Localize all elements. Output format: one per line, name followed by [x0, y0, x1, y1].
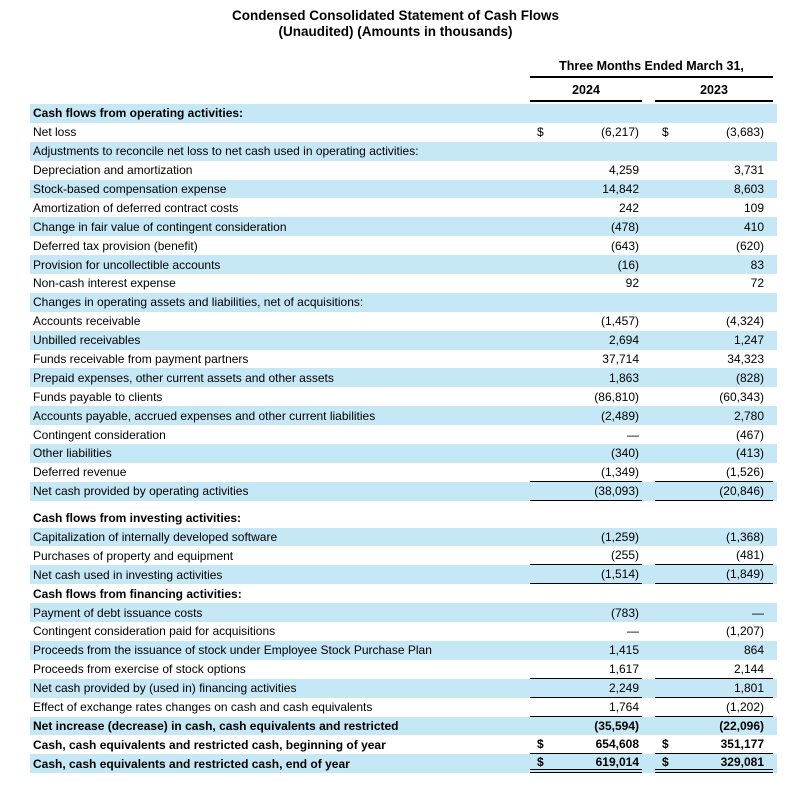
value-2024: —: [627, 624, 639, 639]
row-label: Non-cash interest expense: [33, 276, 176, 291]
value-cell-2024: [530, 293, 642, 312]
value-2024: 4,259: [608, 163, 639, 178]
row-label: Changes in operating assets and liabilities, net of acquisitions:: [33, 295, 364, 310]
value-cell-2024: [530, 584, 642, 603]
value-2023: (1,207): [725, 624, 764, 639]
row-label: Adjustments to reconcile net loss to net cash used in operating activities:: [33, 144, 419, 159]
value-cell-2023: [655, 293, 773, 312]
currency-symbol: $: [662, 125, 669, 140]
value-cell-2024: [530, 368, 642, 387]
row-label: Proceeds from exercise of stock options: [33, 662, 246, 677]
table-row: [30, 142, 777, 161]
value-cell-2023: [655, 603, 773, 622]
value-2023: 329,081: [720, 754, 764, 769]
value-2024: (16): [617, 257, 639, 272]
value-2024: 654,608: [595, 737, 639, 752]
value-cell-2023: [655, 255, 773, 274]
value-cell-2023: [655, 641, 773, 660]
value-cell-2024: [530, 660, 642, 679]
value-2024: (35,594): [594, 718, 639, 733]
value-2023: (20,846): [719, 483, 764, 498]
value-cell-2023: [655, 406, 773, 425]
row-label: Net increase (decrease) in cash, cash equivalents and restricted: [33, 718, 399, 733]
value-2023: (1,368): [725, 530, 764, 545]
value-cell-2024: [530, 603, 642, 622]
value-2023: (22,096): [719, 718, 764, 733]
value-cell-2024: [530, 198, 642, 217]
value-cell-2023: [655, 368, 773, 387]
value-cell-2023: [655, 387, 773, 406]
value-cell-2024: [530, 528, 642, 547]
value-2024: 1,863: [608, 370, 639, 385]
value-2024: (1,349): [600, 464, 639, 479]
table-row: [30, 679, 777, 698]
value-cell-2024: [530, 679, 642, 698]
value-cell-2024: [530, 425, 642, 444]
value-2023: 1,247: [733, 333, 764, 348]
period-header: Three Months Ended March 31,: [530, 60, 773, 78]
value-cell-2023: [655, 142, 773, 161]
value-2023: 864: [743, 643, 764, 658]
value-2024: (340): [610, 446, 639, 461]
table-row: [30, 584, 777, 603]
table-row: [30, 528, 777, 547]
table-row: [30, 603, 777, 622]
document-title: [0, 8, 791, 40]
value-cell-2024: [530, 622, 642, 641]
table-row: [30, 660, 777, 679]
table-row: [30, 444, 777, 463]
value-2024: (38,093): [594, 483, 639, 498]
row-label: Amortization of deferred contract costs: [33, 200, 239, 215]
value-cell-2024: [530, 255, 642, 274]
table-row: [30, 104, 777, 123]
currency-symbol: $: [537, 125, 544, 140]
table-row: [30, 717, 777, 736]
row-label: Provision for uncollectible accounts: [33, 257, 221, 272]
value-cell-2024: [530, 274, 642, 293]
row-label: Change in fair value of contingent consideration: [33, 219, 287, 234]
value-cell-2023: [655, 482, 773, 501]
value-cell-2024: [530, 641, 642, 660]
row-label: Unbilled receivables: [33, 333, 141, 348]
value-cell-2024: [530, 123, 642, 142]
value-cell-2024: [530, 217, 642, 236]
cash-flow-table: [30, 60, 777, 773]
value-cell-2024: [530, 698, 642, 717]
value-2024: 92: [625, 276, 639, 291]
value-2024: (783): [610, 605, 639, 620]
value-2023: 2,780: [733, 408, 764, 423]
value-cell-2024: [530, 312, 642, 331]
row-label: Funds payable to clients: [33, 389, 163, 404]
row-label: Depreciation and amortization: [33, 163, 193, 178]
value-2024: 2,694: [608, 333, 639, 348]
value-2024: (1,514): [600, 567, 639, 582]
value-cell-2024: [530, 406, 642, 425]
value-2024: —: [627, 427, 639, 442]
row-label: Purchases of property and equipment: [33, 548, 234, 563]
value-cell-2023: [655, 444, 773, 463]
value-2023: 351,177: [720, 737, 764, 752]
row-label: Capitalization of internally developed software: [33, 530, 278, 545]
value-2024: 14,842: [602, 182, 639, 196]
table-row: [30, 735, 777, 754]
table-row: [30, 312, 777, 331]
value-cell-2023: [655, 236, 773, 255]
table-row: [30, 331, 777, 350]
value-cell-2024: [530, 735, 642, 754]
value-cell-2023: [655, 679, 773, 698]
row-label: Net loss: [33, 125, 77, 140]
value-cell-2024: [530, 387, 642, 406]
value-2024: (2,489): [600, 408, 639, 423]
value-cell-2024: [530, 717, 642, 736]
value-cell-2024: [530, 180, 642, 199]
value-2023: 8,603: [733, 182, 764, 196]
table-row: [30, 546, 777, 565]
table-row: [30, 698, 777, 717]
row-label: Contingent consideration: [33, 427, 166, 442]
value-2024: 1,764: [608, 699, 639, 714]
table-row: [30, 293, 777, 312]
table-row: [30, 622, 777, 641]
value-cell-2023: [655, 754, 773, 773]
row-label: Funds receivable from payment partners: [33, 352, 249, 367]
value-cell-2023: [655, 546, 773, 565]
value-cell-2024: [530, 236, 642, 255]
value-cell-2023: [655, 350, 773, 369]
value-2023: (4,324): [725, 314, 764, 329]
value-2023: (481): [735, 548, 764, 563]
value-cell-2023: [655, 104, 773, 123]
value-cell-2023: [655, 622, 773, 641]
table-row: [30, 217, 777, 236]
row-label: Net cash provided by operating activities: [33, 484, 249, 499]
value-2024: (6,217): [600, 125, 639, 140]
table-row: [30, 274, 777, 293]
value-cell-2023: [655, 584, 773, 603]
row-label: Other liabilities: [33, 446, 112, 461]
currency-symbol: $: [662, 754, 669, 769]
value-cell-2024: [530, 546, 642, 565]
table-row: [30, 180, 777, 199]
value-2024: 242: [618, 200, 639, 215]
column-header-2023: 2023: [655, 84, 773, 102]
table-row: [30, 425, 777, 444]
value-cell-2024: [530, 509, 642, 528]
value-2023: (413): [735, 446, 764, 461]
value-cell-2023: [655, 180, 773, 199]
value-cell-2024: [530, 142, 642, 161]
table-rows: [30, 104, 777, 773]
row-label: Effect of exchange rates changes on cash and cash equivalents: [33, 700, 373, 715]
table-row: [30, 754, 777, 773]
row-label: Deferred revenue: [33, 465, 127, 480]
value-2023: (3,683): [725, 125, 764, 140]
value-2024: 2,249: [608, 680, 639, 695]
row-label: Cash flows from investing activities:: [33, 511, 242, 526]
row-label: Cash, cash equivalents and restricted cash, end of year: [33, 756, 350, 771]
value-cell-2024: [530, 482, 642, 501]
value-cell-2024: [530, 463, 642, 482]
value-2023: 2,144: [733, 661, 764, 676]
value-cell-2023: [655, 331, 773, 350]
table-row: [30, 482, 777, 501]
value-2023: (620): [735, 238, 764, 253]
value-2023: 3,731: [733, 163, 764, 178]
value-2024: (255): [610, 548, 639, 563]
column-header-row: [30, 84, 777, 102]
value-2023: (1,849): [725, 567, 764, 582]
value-cell-2024: [530, 350, 642, 369]
currency-symbol: $: [662, 737, 669, 752]
table-row: [30, 509, 777, 528]
value-cell-2023: [655, 717, 773, 736]
value-cell-2023: [655, 698, 773, 717]
table-row: [30, 123, 777, 142]
value-2024: (643): [610, 238, 639, 253]
value-2024: 37,714: [602, 352, 639, 367]
row-label: Net cash used in investing activities: [33, 567, 223, 582]
value-2023: 1,801: [733, 680, 764, 695]
value-2023: 83: [750, 257, 764, 272]
row-label: Prepaid expenses, other current assets and other assets: [33, 370, 334, 385]
value-2024: (86,810): [594, 389, 639, 404]
table-row: [30, 406, 777, 425]
value-2024: (478): [610, 219, 639, 234]
row-label: Deferred tax provision (benefit): [33, 238, 198, 253]
value-2023: 34,323: [727, 352, 764, 367]
value-cell-2023: [655, 425, 773, 444]
table-row: [30, 368, 777, 387]
table-row: [30, 350, 777, 369]
value-cell-2023: [655, 528, 773, 547]
value-2023: (828): [735, 370, 764, 385]
value-2023: (1,526): [725, 464, 764, 479]
value-cell-2024: [530, 104, 642, 123]
value-2024: (1,457): [600, 314, 639, 329]
row-label: Stock-based compensation expense: [33, 182, 227, 196]
value-2023: —: [752, 605, 764, 620]
value-2023: 72: [750, 276, 764, 291]
value-cell-2023: [655, 161, 773, 180]
value-cell-2024: [530, 565, 642, 584]
value-cell-2023: [655, 463, 773, 482]
table-row: [30, 255, 777, 274]
value-cell-2023: [655, 735, 773, 754]
currency-symbol: $: [537, 754, 544, 769]
column-header-2024: 2024: [530, 84, 642, 102]
row-label: Net cash provided by (used in) financing activities: [33, 681, 297, 696]
value-cell-2023: [655, 123, 773, 142]
value-cell-2023: [655, 660, 773, 679]
value-2023: (60,343): [719, 389, 764, 404]
document-title-line2: (Unaudited) (Amounts in thousands): [278, 24, 513, 39]
currency-symbol: $: [537, 737, 544, 752]
row-label: Cash flows from operating activities:: [33, 106, 244, 121]
value-2024: 1,617: [608, 661, 639, 676]
value-cell-2023: [655, 312, 773, 331]
table-row: [30, 463, 777, 482]
value-cell-2024: [530, 161, 642, 180]
value-cell-2024: [530, 331, 642, 350]
period-header-row: [30, 60, 777, 78]
row-label: Accounts payable, accrued expenses and other current liabilities: [33, 408, 376, 423]
value-cell-2024: [530, 754, 642, 773]
row-label: Contingent consideration paid for acquisitions: [33, 624, 276, 639]
value-2023: (467): [735, 427, 764, 442]
value-cell-2023: [655, 217, 773, 236]
table-row: [30, 161, 777, 180]
value-2024: (1,259): [600, 530, 639, 545]
row-label: Cash flows from financing activities:: [33, 586, 242, 601]
table-row: [30, 198, 777, 217]
row-label: Accounts receivable: [33, 314, 141, 329]
table-row: [30, 641, 777, 660]
value-2024: 1,415: [608, 643, 639, 658]
table-row: [30, 387, 777, 406]
value-cell-2024: [530, 444, 642, 463]
document-title-line1: Condensed Consolidated Statement of Cash Flows: [231, 8, 560, 23]
value-2023: (1,202): [725, 699, 764, 714]
value-2023: 410: [743, 219, 764, 234]
table-row: [30, 565, 777, 584]
row-label: Payment of debt issuance costs: [33, 605, 203, 620]
row-label: Cash, cash equivalents and restricted cash, beginning of year: [33, 737, 386, 752]
value-cell-2023: [655, 198, 773, 217]
value-cell-2023: [655, 274, 773, 293]
row-label: Proceeds from the issuance of stock under Employee Stock Purchase Plan: [33, 643, 432, 658]
table-row: [30, 236, 777, 255]
value-2024: 619,014: [595, 754, 639, 769]
value-2023: 109: [743, 200, 764, 215]
value-cell-2023: [655, 509, 773, 528]
value-cell-2023: [655, 565, 773, 584]
